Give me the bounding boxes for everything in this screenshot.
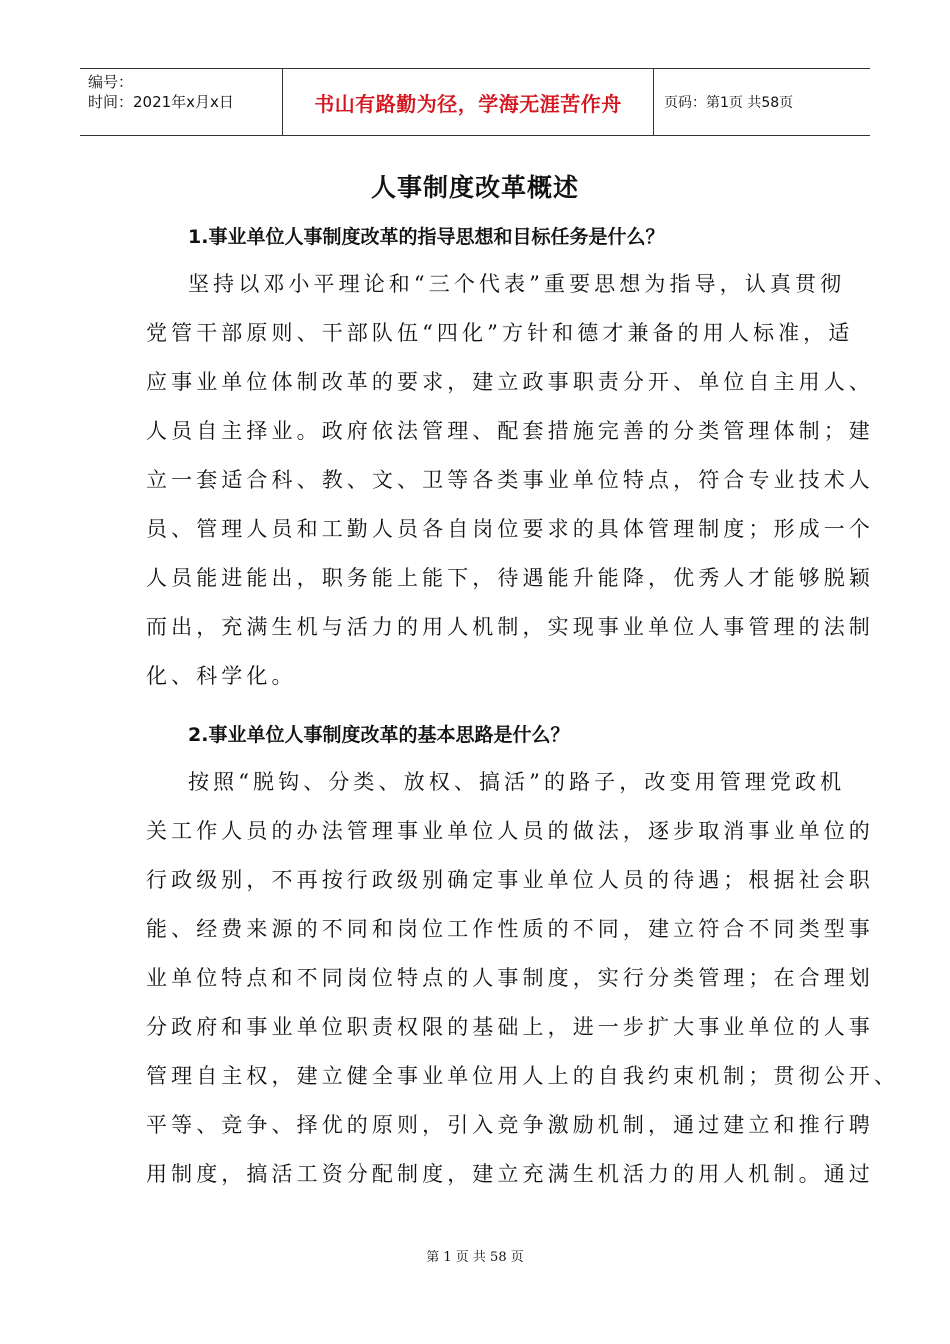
time-label: 时间：2021年x月x日 [88, 93, 234, 111]
motto-cell [282, 69, 654, 135]
motto-text: 书山有路勤为径，学海无涯苦作舟 [314, 91, 622, 116]
paragraph-line: 员、管理人员和工勤人员各自岗位要求的具体管理制度；形成一个 [146, 517, 874, 541]
paragraph-line: 管理自主权，建立健全事业单位用人上的自我约束机制；贯彻公开、 [146, 1064, 899, 1088]
paragraph-line: 坚持以邓小平理论和“三个代表”重要思想为指导，认真贯彻 [188, 272, 846, 296]
document-title: 人事制度改革概述 [370, 173, 579, 202]
paragraph-line: 平等、竞争、择优的原则，引入竞争激励机制，通过建立和推行聘 [146, 1113, 874, 1137]
section-paragraph-2 [146, 758, 899, 1199]
paragraph-line: 关工作人员的办法管理事业单位人员的做法，逐步取消事业单位的 [146, 819, 874, 843]
paragraph-line: 而出，充满生机与活力的用人机制，实现事业单位人事管理的法制 [146, 615, 874, 639]
paragraph-line: 能、经费来源的不同和岗位工作性质的不同，建立符合不同类型事 [146, 917, 874, 941]
paragraph-line: 人员自主择业。政府依法管理、配套措施完善的分类管理体制；建 [146, 419, 874, 443]
header-table [80, 68, 870, 136]
paragraph-line: 按照“脱钩、分类、放权、搞活”的路子，改变用管理党政机 [188, 770, 846, 794]
page-info-text: 页码：第1页 共58页 [664, 95, 794, 111]
paragraph-line: 业单位特点和不同岗位特点的人事制度，实行分类管理；在合理划 [146, 966, 874, 990]
page-info-cell [654, 69, 870, 135]
page-footer: 第 1 页 共 58 页 [426, 1250, 524, 1265]
header-meta-cell [80, 69, 282, 135]
number-label: 编号： [88, 73, 134, 91]
paragraph-line: 立一套适合科、教、文、卫等各类事业单位特点，符合专业技术人 [146, 468, 874, 492]
paragraph-line: 用制度，搞活工资分配制度，建立充满生机活力的用人机制。通过 [146, 1162, 874, 1186]
section-paragraph-1 [146, 260, 874, 701]
section-heading-1: 1.事业单位人事制度改革的指导思想和目标任务是什么？ [188, 226, 665, 248]
paragraph-line: 党管干部原则、干部队伍“四化”方针和德才兼备的用人标准，适 [146, 321, 854, 345]
paragraph-line: 化、科学化。 [146, 664, 297, 688]
section-heading-2: 2.事业单位人事制度改革的基本思路是什么？ [188, 724, 570, 746]
paragraph-line: 应事业单位体制改革的要求，建立政事职责分开、单位自主用人、 [146, 370, 874, 394]
paragraph-line: 行政级别，不再按行政级别确定事业单位人员的待遇；根据社会职 [146, 868, 874, 892]
paragraph-line: 分政府和事业单位职责权限的基础上，进一步扩大事业单位的人事 [146, 1015, 874, 1039]
paragraph-line: 人员能进能出，职务能上能下，待遇能升能降，优秀人才能够脱颖 [146, 566, 874, 590]
